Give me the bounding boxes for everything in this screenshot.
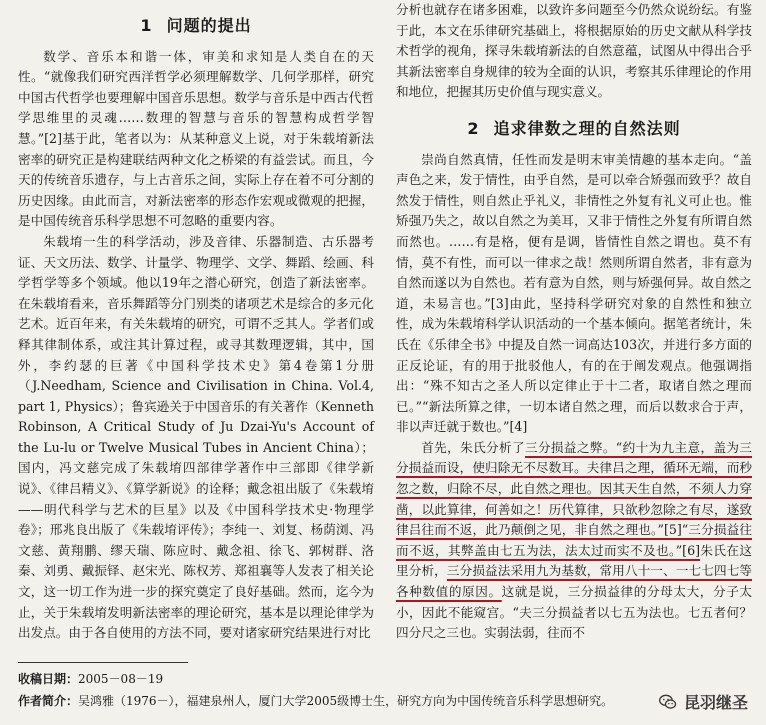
watermark: [654, 688, 752, 715]
text: 首先，朱氏分析了: [421, 439, 525, 455]
section-heading-1: [18, 16, 374, 37]
section-title: 问题的提出: [166, 16, 252, 35]
paragraph-continued: 分析也就存在诸多困难，以致许多问题至今仍然众说纷纭。有鉴于此，本文在乐律研究基础上，将根据原始的历史文献从科学技术哲学的视角，探寻朱载堉新法的自然意蕴，试图从中得出合乎其新法密率自身规律的较为全面的认识，考察其乐律理论的作用和地位，把握其历史价值与现实意义。: [396, 2, 752, 100]
highlighted-text: 三分损益法采用九为基数，常用八十一、一七七四七等各种数值的原因。: [396, 563, 752, 600]
right-column: [396, 0, 752, 644]
paragraph-highlighted: [396, 438, 752, 644]
section-heading-2: [396, 119, 752, 140]
section-number: 2: [467, 118, 480, 138]
section-title: 追求律数之理的自然法则: [493, 118, 681, 138]
section-number: 1: [140, 16, 153, 35]
paragraph: 崇尚自然真情，任性而发是明末审美情趣的基本走向。“盖声色之来，发于情性，由乎自然，是可以牵合矫强而致乎？故自然发于情性，则自然止乎礼义，非情性之外复有礼义可止也。惟矫强乃失之，故以自然之为美耳，又非于情性之外复有所谓自然而然也。……有是格，便有是调，皆情性自然之谓也。莫不有情，莫不有性，而可以一律求之哉！然则所谓自然者，非有意为自然而遂以为自然也。若有意为自然，则与矫强何异。故自然之道，未易言也。”[3]由此，坚持科学研究对象的自然性和独立性，成为朱载堉科学认识活动的一个基本倾向。据笔者统计，朱氏在《乐律全书》中提及自然一词高达103次，并进行多方面的正反论证，有的用于批驳他人，有的在于阐发观点。他强调指出：“殊不知古之圣人所以定律止于十二者，取诸自然之理而已。”“新法所算之律，一切本诸自然之理，而后以数求合于声，非以声迁就于数也。”[4]: [396, 151, 752, 435]
text: 朱氏在这里分析，: [396, 542, 753, 579]
paragraph: 数学、音乐本和谐一体，审美和求知是人类自在的天性。“就像我们研究西洋哲学必须理解数学、几何学那样，研究中国古代哲学也要理解中国音乐思想。数学与音乐是中西古代哲学思维里的灵魂……数理的智慧与音乐的智慧构成哲学智慧。”[2]基于此，笔者以为：从某种意义上说，对于朱载堉新法密率的研究正是构建联结两种文化之桥梁的有益尝试。而且，今天的传统音乐遗存，与上古音乐之间，实际上存在着不可分割的历史因缘。由此而言，对新法密率的形态作宏观或微观的把握，是中国传统音乐科学思想不可忽略的重要内容。: [18, 48, 374, 229]
received-date: 收稿日期：2005－08－19: [18, 672, 164, 686]
text: 这就是说，三分损益律的分母太大，分子太小，因此不能窥宫。“夫三分损益者以七五为法也。七五者何？四分尺之三也。实弱法弱，往而不: [396, 584, 753, 641]
highlighted-text: 三分损益之弊。“约十为九主意，盖为三分损益而设，使归除无不尽数耳。夫律吕之理，循环无端，而秒忽之数，归除不尽，此自然之理也。因其天生自然，不须人力穿凿，以此算律，何善如之！历代算律，只欲秒忽除之有尽，遂致律吕往而不返，此乃颠倒之见，非自然之理也。”[5]“三分损益往而不返，其弊盖由七五为法，法太过而实不及也。”[6]: [396, 439, 752, 558]
footnote-divider: [18, 662, 188, 663]
wechat-icon: [658, 692, 678, 712]
watermark-text: 昆羽继圣: [683, 693, 748, 712]
left-column: [18, 0, 374, 644]
footnotes: [18, 668, 758, 712]
author-bio: 作者简介：吴鸿雅（1976－），福建泉州人，厦门大学2005级博士生，研究方向为中国传统音乐科学思想研究。: [18, 694, 614, 708]
paragraph: 朱载堉一生的科学活动，涉及音律、乐器制造、古乐器考证、天文历法、数学、计量学、物理学、文学、舞蹈、绘画、科学哲学等多个领域。他以19年之潜心研究，创造了新法密率。在朱载堉看来，音乐舞蹈等分门别类的诸项艺术是综合的多元化艺术。近百年来，有关朱载堉的研究，可谓不乏其人。学者们或释其律制体系，或注其计算过程，或寻其数理逻辑，其中，国外，李约瑟的巨著《中国科学技术史》第4卷第1分册（J.Needham, Science and Civilisation in China. Vol.4, part 1, Physics）；鲁宾逊关于中国音乐的有关著作（Kenneth Robinson, A Critical Study of Ju Dzai-Yu's Account of the Lu-lu or Twelve Musical Tubes in Ancient China）；国内，冯文慈完成了朱载堉四部律学著作中三部即《律学新说》、《律吕精义》、《算学新说》的诠释；戴念祖出版了《朱载堉——明代科学与艺术的巨星》以及《中国科学技术史·物理学卷》；邢兆良出版了《朱载堉评传》；李纯一、刘复、杨荫浏、冯文慈、黄翔鹏、缪天瑞、陈应时、戴念祖、徐飞、郭树群、洛秦、刘勇、戴振铎、赵宋光、陈权芳、郑祖襄等人发表了相关论文，这一切工作为进一步的探究奠定了良好基础。然而，迄今为止，关于朱载堉发明新法密率的理论研究，基本是以理论律学为出发点。由于各自使用的方法不同，要对诸家研究结果进行对比: [18, 233, 374, 641]
